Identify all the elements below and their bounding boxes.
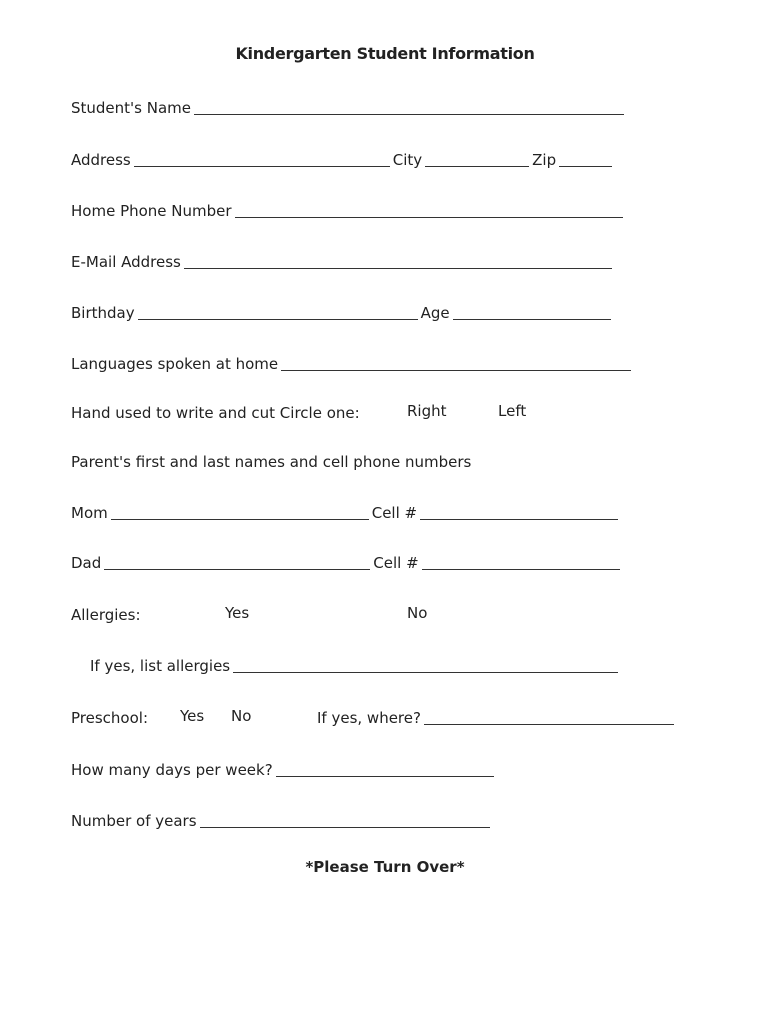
days-label: How many days per week? — [71, 761, 273, 779]
email-row — [71, 250, 615, 272]
allergies-no-option[interactable]: No — [407, 604, 428, 622]
home-phone-field[interactable] — [235, 203, 623, 218]
allergies-list-field[interactable] — [233, 658, 618, 673]
allergies-list-label: If yes, list allergies — [90, 657, 231, 675]
parents-header: Parent's first and last names and cell phone numbers — [71, 453, 472, 471]
hand-label: Hand used to write and cut Circle one: — [71, 404, 360, 422]
preschool-yes-option[interactable]: Yes — [180, 707, 205, 725]
days-field[interactable] — [276, 762, 494, 777]
allergies-label: Allergies: — [71, 606, 141, 624]
dad-cell-label: Cell # — [373, 554, 419, 572]
mom-label: Mom — [71, 504, 108, 522]
hand-row — [71, 401, 360, 423]
home-phone-label: Home Phone Number — [71, 202, 232, 220]
birthday-field[interactable] — [138, 305, 418, 320]
languages-label: Languages spoken at home — [71, 355, 279, 373]
mom-cell-field[interactable] — [420, 505, 618, 520]
days-row — [71, 758, 497, 780]
allergies-row — [71, 603, 141, 625]
hand-right-option[interactable]: Right — [407, 402, 447, 420]
dad-name-field[interactable] — [104, 555, 370, 570]
city-field[interactable] — [425, 152, 529, 167]
address-label: Address — [71, 151, 131, 169]
allergies-list-row — [90, 654, 621, 676]
years-row — [71, 809, 493, 831]
email-label: E-Mail Address — [71, 253, 181, 271]
birthday-row — [71, 301, 614, 323]
mom-row — [71, 501, 621, 523]
zip-label: Zip — [532, 151, 557, 169]
preschool-label: Preschool: — [71, 709, 148, 727]
student-name-label: Student's Name — [71, 99, 192, 117]
age-field[interactable] — [453, 305, 611, 320]
preschool-row — [71, 706, 148, 728]
parents-row — [71, 450, 471, 472]
please-turn-over: *Please Turn Over* — [305, 858, 465, 876]
page-title: Kindergarten Student Information — [235, 44, 535, 63]
birthday-label: Birthday — [71, 304, 135, 322]
allergies-yes-option[interactable]: Yes — [225, 604, 250, 622]
preschool-where-field[interactable] — [424, 710, 674, 725]
dad-label: Dad — [71, 554, 102, 572]
mom-cell-label: Cell # — [371, 504, 418, 522]
dad-row — [71, 551, 623, 573]
address-row — [71, 148, 615, 170]
preschool-no-option[interactable]: No — [231, 707, 252, 725]
years-field[interactable] — [200, 813, 490, 828]
dad-cell-field[interactable] — [422, 555, 620, 570]
address-field[interactable] — [134, 152, 390, 167]
hand-left-option[interactable]: Left — [498, 402, 527, 420]
email-field[interactable] — [184, 254, 612, 269]
preschool-where-label: If yes, where? — [317, 709, 421, 727]
home-phone-row — [71, 199, 626, 221]
age-label: Age — [420, 304, 450, 322]
city-label: City — [392, 151, 423, 169]
years-label: Number of years — [71, 812, 197, 830]
student-name-row — [71, 96, 627, 118]
preschool-where-row — [317, 706, 677, 728]
student-name-field[interactable] — [194, 100, 624, 115]
mom-name-field[interactable] — [111, 505, 369, 520]
languages-row — [71, 352, 634, 374]
zip-field[interactable] — [559, 152, 612, 167]
languages-field[interactable] — [281, 356, 631, 371]
